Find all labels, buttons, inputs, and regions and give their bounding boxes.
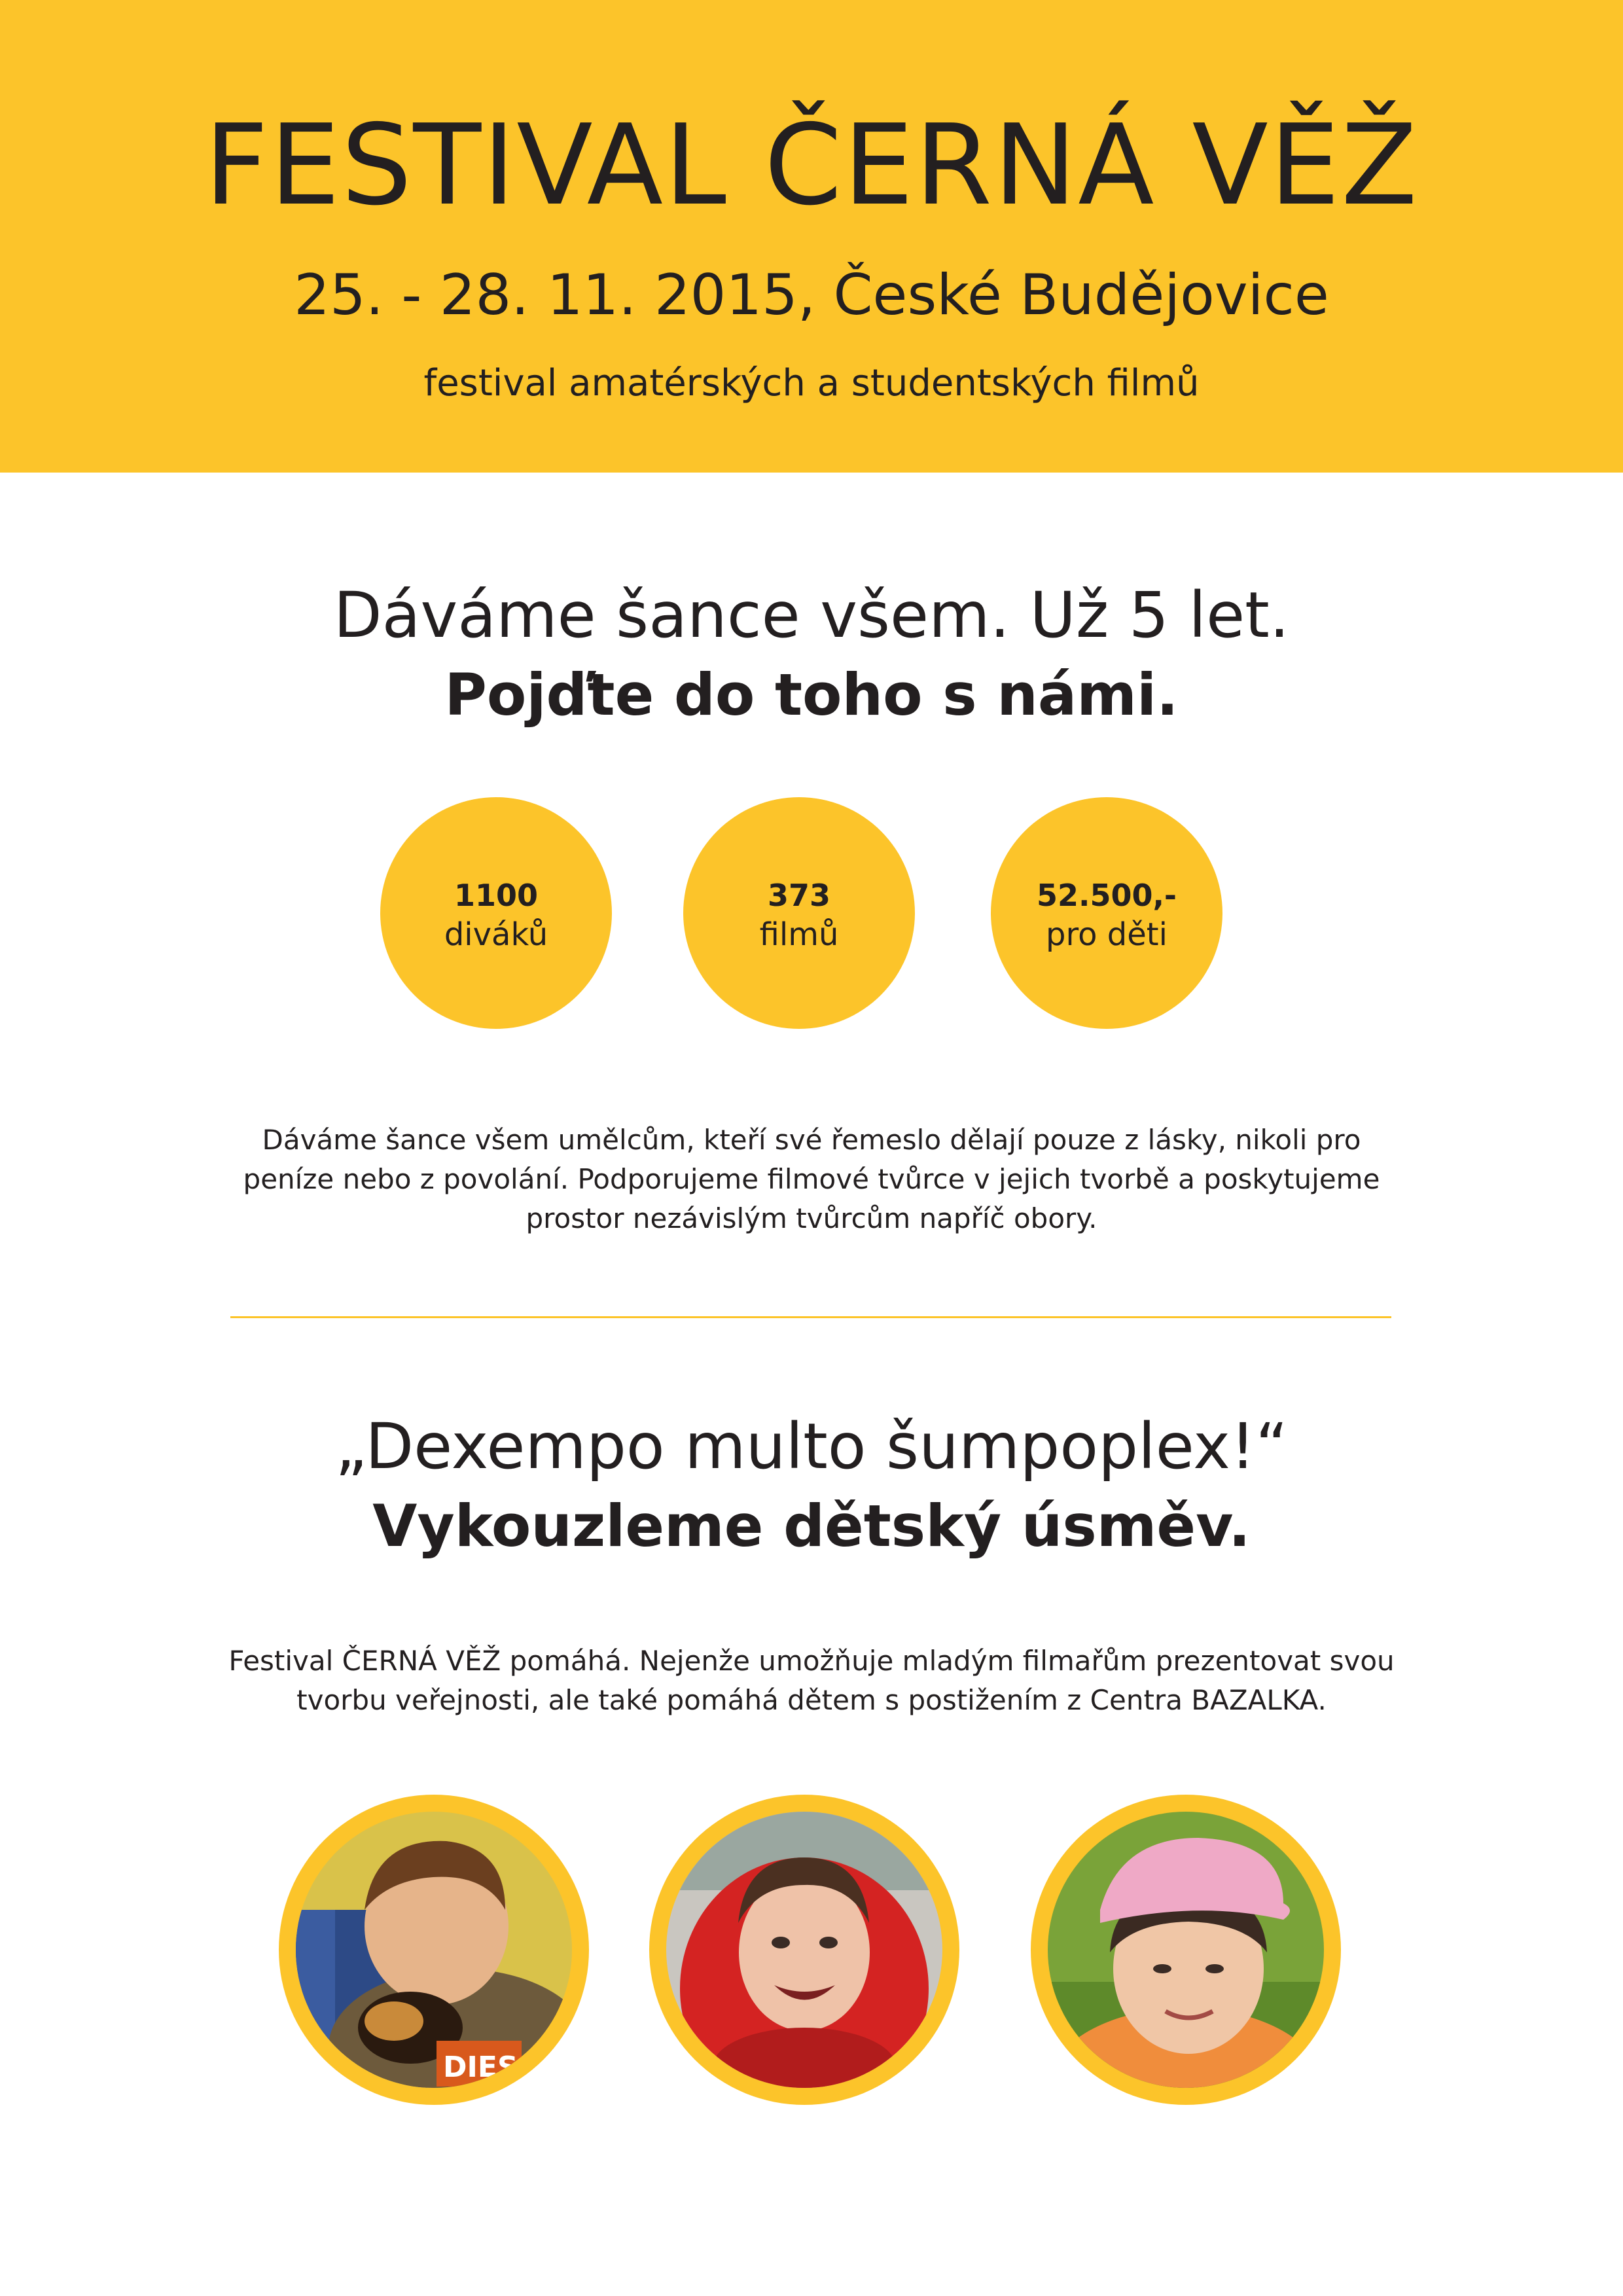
paragraph-line: peníze nebo z povolání. Podporujeme filmové tvůrce v jejich tvorbě a poskytujeme [243,1163,1380,1195]
photo-woman-in-pink-cap [1031,1795,1341,2105]
festival-title: FESTIVAL ČERNÁ VĚŽ [204,101,1419,230]
stat-value: 373 [767,878,831,913]
photo-image [666,1812,942,2088]
stat-label: filmů [759,916,839,953]
stat-circle-children [991,797,1222,1029]
paragraph-line: prostor nezávislým tvůrcům napříč obory. [526,1202,1097,1234]
stat-circle-viewers [380,797,612,1029]
paragraph-line: Dáváme šance všem umělcům, kteří své řemeslo dělají pouze z lásky, nikoli pro [262,1124,1361,1156]
divider [230,1316,1391,1318]
header-banner [0,0,1623,473]
section2-headline-bold: Vykouzleme dětský úsměv. [372,1492,1251,1560]
girl-illustration [666,1812,942,2088]
boy-illustration [296,1812,572,2088]
section1-headline: Dáváme šance všem. Už 5 let. [333,579,1290,652]
festival-subtitle: festival amatérských a studentských filmů [423,362,1200,404]
photo-boy-with-guinea-pig [279,1795,589,2105]
paragraph-line: tvorbu veřejnosti, ale také pomáhá dětem s postižením z Centra BAZALKA. [296,1684,1327,1716]
stat-label: diváků [444,916,548,953]
paragraph-line: Festival ČERNÁ VĚŽ pomáhá. Nejenže umožňuje mladým filmařům prezentovat svou [228,1645,1395,1677]
section1-headline-bold: Pojďte do toho s námi. [444,661,1179,728]
stat-label: pro děti [1046,916,1168,953]
photo-smiling-girl [649,1795,959,2105]
stat-value: 1100 [454,878,539,913]
section2-paragraph [157,1641,1466,1720]
photo-image [296,1812,572,2088]
woman-illustration [1048,1812,1324,2088]
section2-headline: „Dexempo multo šumpoplex!“ [334,1410,1289,1483]
photo-image [1048,1812,1324,2088]
stat-value: 52.500,- [1036,878,1177,913]
stat-circle-films [683,797,915,1029]
section1-paragraph [157,1121,1466,1238]
svg-text:DIES: DIES [443,2051,518,2084]
festival-dates: 25. - 28. 11. 2015, České Budějovice [294,262,1329,328]
